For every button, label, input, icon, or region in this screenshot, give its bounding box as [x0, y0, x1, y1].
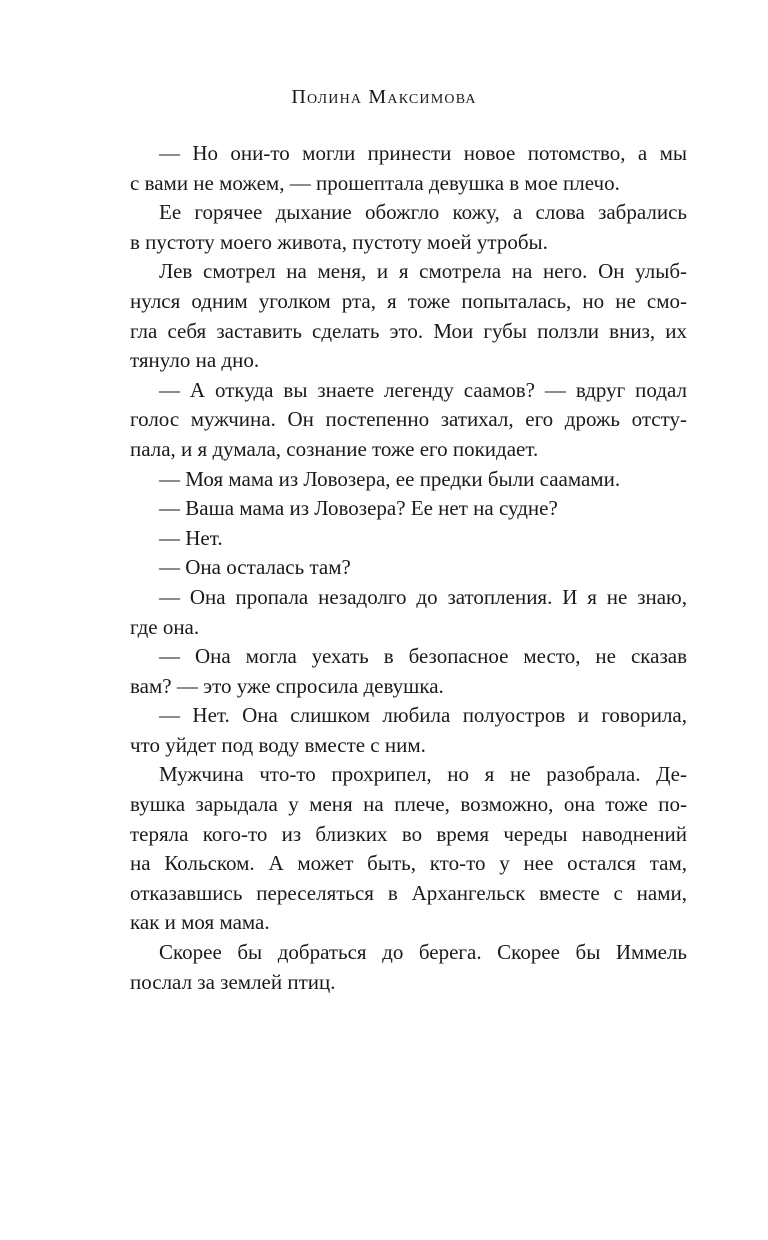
text-line: что уйдет под воду вместе с ним. — [130, 732, 426, 757]
paragraph — [130, 198, 687, 257]
body-text — [130, 139, 687, 997]
text-line: Лев смотрел на меня, и я смотрела на него. Он улыб- — [159, 259, 687, 284]
text-line: — Она осталась там? — [159, 555, 351, 580]
paragraph — [130, 938, 687, 997]
text-line: Мужчина что-то прохрипел, но я не разобрала. Де- — [159, 762, 687, 787]
text-line: гла себя заставить сделать это. Мои губы ползли вниз, их — [130, 318, 687, 343]
paragraph — [130, 642, 687, 701]
paragraph — [130, 257, 687, 375]
text-line: на Кольском. А может быть, кто-то у нее остался там, — [130, 851, 687, 876]
text-line: — Нет. — [159, 525, 223, 550]
paragraph — [130, 465, 687, 495]
text-line: нулся одним уголком рта, я тоже попыталась, но не смо- — [130, 288, 687, 313]
text-line: тянуло на дно. — [130, 348, 260, 373]
text-line: — Она пропала незадолго до затопления. И я не знаю, — [159, 584, 687, 609]
text-line: Скорее бы добраться до берега. Скорее бы Иммель — [159, 940, 687, 965]
text-line: отказавшись переселяться в Архангельск вместе с нами, — [130, 880, 687, 905]
paragraph — [130, 524, 687, 554]
text-line: с вами не можем, — прошептала девушка в мое плечо. — [130, 170, 620, 195]
text-line: Ее горячее дыхание обожгло кожу, а слова забрались — [159, 200, 687, 225]
text-line: теряла кого-то из близких во время череды наводнений — [130, 821, 687, 846]
text-line: в пустоту моего живота, пустоту моей утробы. — [130, 229, 548, 254]
text-line: вам? — это уже спросила девушка. — [130, 673, 444, 698]
text-line: — Ваша мама из Ловозера? Ее нет на судне? — [159, 496, 558, 521]
text-line: как и моя мама. — [130, 910, 270, 935]
text-line: — Но они-то могли принести новое потомство, а мы — [159, 141, 687, 165]
text-line: — Нет. Она слишком любила полуостров и говорила, — [159, 703, 687, 728]
text-line: — А откуда вы знаете легенду саамов? — вдруг подал — [159, 377, 687, 402]
text-line: где она. — [130, 614, 200, 639]
text-line: вушка зарыдала у меня на плече, возможно, она тоже по- — [130, 792, 687, 817]
paragraph — [130, 553, 687, 583]
running-header: Полина Максимова — [291, 86, 477, 108]
text-line: — Моя мама из Ловозера, ее предки были саамами. — [159, 466, 621, 491]
paragraph — [130, 494, 687, 524]
paragraph — [130, 701, 687, 760]
paragraph — [130, 139, 687, 198]
text-line: послал за землей птиц. — [130, 969, 336, 994]
paragraph — [130, 376, 687, 465]
text-line: пала, и я думала, сознание тоже его покидает. — [130, 436, 539, 461]
paragraph — [130, 760, 687, 938]
text-line: голос мужчина. Он постепенно затихал, его дрожь отсту- — [130, 407, 687, 432]
paragraph — [130, 583, 687, 642]
text-line: — Она могла уехать в безопасное место, не сказав — [159, 644, 687, 669]
